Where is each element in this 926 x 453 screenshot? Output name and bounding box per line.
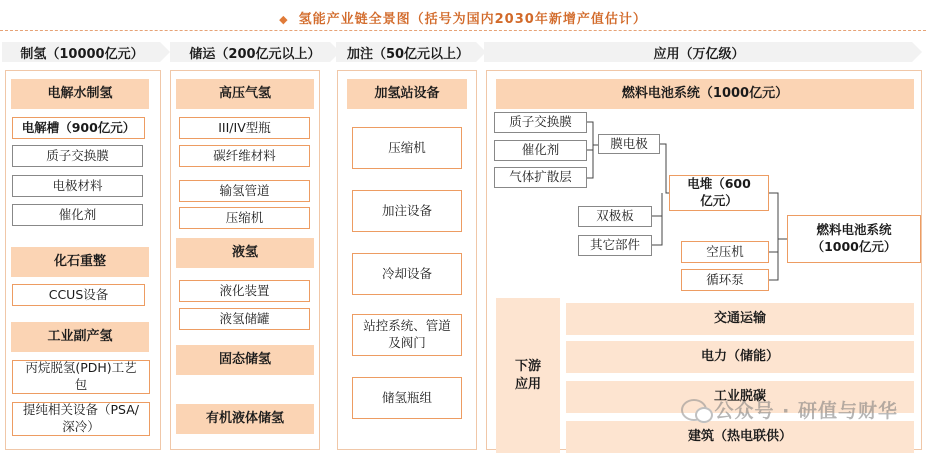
node-catalyst-app: 催化剂 xyxy=(494,140,587,161)
node-ccus: CCUS设备 xyxy=(12,284,145,306)
header-refueling: 加注（50亿元以上） xyxy=(346,46,470,62)
node-liquid-tank: 液氢储罐 xyxy=(179,308,310,330)
node-others: 其它部件 xyxy=(578,235,652,256)
node-circulation-pump: 循环泵 xyxy=(681,269,769,291)
node-liquid: 液氢 xyxy=(176,238,314,268)
watermark xyxy=(681,396,898,423)
node-cooling: 冷却设备 xyxy=(352,253,462,295)
diamond-icon: ◆ xyxy=(279,13,289,26)
node-dispenser: 加注设备 xyxy=(352,190,462,232)
node-control: 站控系统、管道及阀门 xyxy=(352,314,462,356)
node-building: 建筑（热电联供） xyxy=(566,421,914,453)
node-purification: 提纯相关设备（PSA/深冷） xyxy=(12,402,150,436)
node-high-pressure: 高压气氢 xyxy=(176,79,314,109)
node-electrolysis: 电解水制氢 xyxy=(11,79,149,109)
node-power: 电力（储能） xyxy=(566,341,914,373)
node-organic: 有机液体储氢 xyxy=(176,404,314,434)
diagram-title xyxy=(0,8,926,27)
header-application: 应用（万亿级） xyxy=(653,46,745,62)
node-industry: 工业脱碳 xyxy=(566,381,914,413)
node-catalyst-production: 催化剂 xyxy=(12,204,143,226)
node-bottle: III/IV型瓶 xyxy=(179,117,310,139)
node-electrolyzer: 电解槽（900亿元） xyxy=(12,117,145,139)
node-cylinder-group: 储氢瓶组 xyxy=(352,377,462,419)
node-downstream: 下游应用 xyxy=(496,298,560,453)
node-solid: 固态储氢 xyxy=(176,345,314,375)
title-text: 氢能产业链全景图（括号为国内2030年新增产值估计） xyxy=(298,12,647,27)
node-electrode: 电极材料 xyxy=(12,175,143,197)
node-gdl: 气体扩散层 xyxy=(494,167,587,188)
node-fc-system-top: 燃料电池系统（1000亿元） xyxy=(496,79,914,109)
header-storage: 储运（200亿元以上） xyxy=(189,46,321,62)
node-pdh: 丙烷脱氢(PDH)工艺包 xyxy=(12,360,150,394)
node-fc-system-right: 燃料电池系统（1000亿元） xyxy=(787,215,921,263)
node-bipolar: 双极板 xyxy=(578,206,652,227)
node-fossil: 化石重整 xyxy=(11,247,149,277)
node-storage-compressor: 压缩机 xyxy=(179,207,310,229)
wechat-icon xyxy=(681,399,707,421)
node-liquefaction: 液化装置 xyxy=(179,280,310,302)
node-air-compressor: 空压机 xyxy=(681,241,769,263)
title-divider xyxy=(0,30,926,31)
node-pem-production: 质子交换膜 xyxy=(12,145,143,167)
node-transport: 交通运输 xyxy=(566,303,914,335)
node-mea: 膜电极 xyxy=(598,134,660,154)
node-pipeline: 输氢管道 xyxy=(179,180,310,202)
node-pem-app: 质子交换膜 xyxy=(494,112,587,133)
node-station: 加氢站设备 xyxy=(347,79,467,109)
node-refuel-compressor: 压缩机 xyxy=(352,127,462,169)
watermark-text: 公众号 · 研值与财华 xyxy=(714,400,898,422)
node-stack: 电堆（600亿元） xyxy=(669,175,769,211)
node-carbon-fiber: 碳纤维材料 xyxy=(179,145,310,167)
header-production: 制氢（10000亿元） xyxy=(20,46,144,62)
node-byproduct: 工业副产氢 xyxy=(11,322,149,352)
